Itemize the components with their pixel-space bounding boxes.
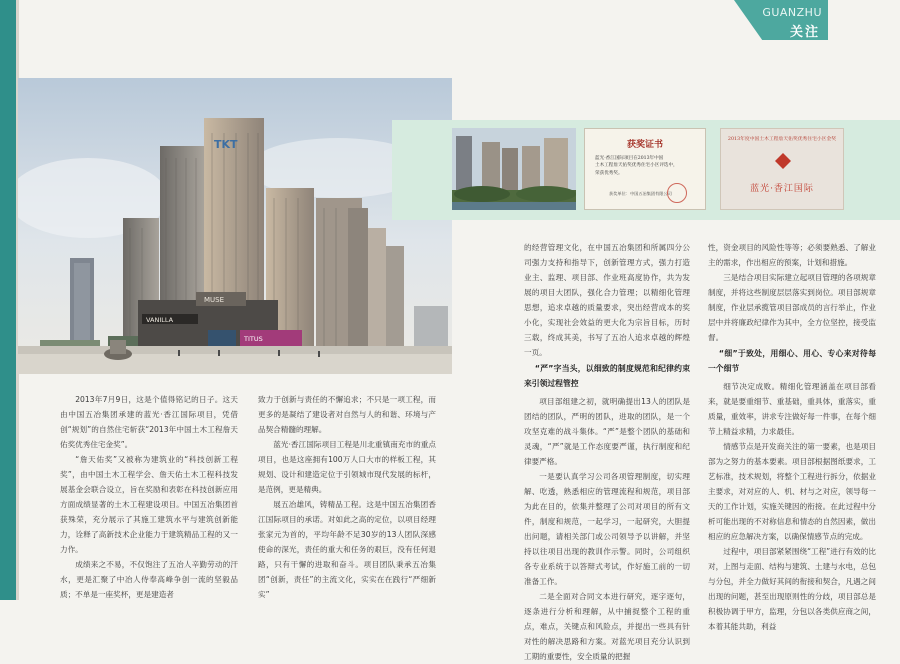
section-heading: “严”字当头，以细致的制度规范和纪律约束来引领过程管控 xyxy=(524,364,690,389)
article-paragraph: 细节决定成败。精细化管理涵盖在项目部看来，就是要重细节、重基础，重具体，重落实，重质量，重效率，讲求专注做好每一件事，在每个细节上精益求精，力求最佳。 xyxy=(708,381,876,436)
certificate-award-line: 获奖单位：中国五冶集团有限公司 xyxy=(609,191,672,196)
article-paragraph: 情感节点是开发商关注的第一要素，也是项目部为之努力的基本要素。项目部根据图纸要求，工艺标准，技术规划，将整个工程进行拆分，依据业主要求，对对应的人、机、材与之对应，领导每一天的工作计划，实施关键因的衔接。在此过程中分析可能出现的不对称信息和情态的自然因素，做出相应的应急解决方案，以确保情感节点的完成。 xyxy=(708,441,876,542)
shop-sign-right: TITUS xyxy=(244,335,263,343)
article-paragraph: 致力于创新与责任的不懈追求；不只是一项工程，而更多的是凝结了建设者对自然与人的和谐、环境与产品契合精髓的理解。 xyxy=(258,395,436,435)
article-paragraph: 项目部组建之初，就明确提出13人的团队是团结的团队，严明的团队，进取的团队，是一个攻坚克难的战斗集体。“严”是整个团队的基础和灵魂，“严”就是工作态度要严谨，执行制度和纪律要严格。 xyxy=(524,396,690,466)
award-certificate xyxy=(584,128,706,210)
building-photo-illustration xyxy=(18,78,452,374)
article-paragraph: 性，资金项目的风险性等等；必须要熟悉、了解业主的需求，作出相应的预案，计划和措施。 xyxy=(708,243,876,268)
article-paragraph: “詹天佑奖”又被称为建筑业的“科技创新工程奖”，由中国土木工程学会、詹天佑土木工程科技发展基金会联合设立，旨在奖励和表彰在科技创新应用方面成绩显著的土木工程建设项目。中国五冶集团首获殊荣，充分展示了其施工建筑水平与建筑创新能力，诠释了高新技术企业能力于建筑精品工程的又一力作。 xyxy=(60,455,238,555)
certificate-seal-icon xyxy=(667,183,687,203)
article-column-3 xyxy=(524,240,690,664)
plaque-title: 2013年度中国土木工程詹天佑奖优秀住宅小区金奖 xyxy=(727,137,837,142)
tower-sign: TKT xyxy=(214,138,238,151)
section-tab xyxy=(734,0,828,40)
thumbnail-towers-photo xyxy=(452,128,576,210)
section-heading: “细”于致处，用细心、用心、专心来对待每一个细节 xyxy=(708,349,876,374)
article-paragraph: 三是结合项目实际建立起项目管理的各项规章制度，并将这些制度层层落实到岗位。项目部规章制度，作业层承揽管项目部成员的言行举止，作业层中并将廉政纪律作为其中，全方位坚控，接受监督。 xyxy=(708,273,876,343)
article-paragraph: 2013年7月9日，这是个值得铭记的日子。这天由中国五冶集团承建的蓝光·香江国际项目，凭借创“规划”的自然住宅斩获“2013年中国土木工程詹天佑奖优秀住宅金奖”。 xyxy=(60,395,238,450)
section-label-zh: 关注 xyxy=(789,25,820,40)
plaque-logo-icon xyxy=(775,153,791,169)
shop-sign-left: VANILLA xyxy=(146,316,174,324)
towers-thumbnail-illustration xyxy=(452,128,576,210)
article-column-4 xyxy=(708,240,876,634)
article-column-1 xyxy=(60,392,238,602)
article-paragraph: 成绩来之不易，不仅饱注了五冶人辛勤劳动的汗水，更是汇聚了中冶人侍奉高峰争创一流的坚毅品质；不单是一座奖杯，更是建造者 xyxy=(60,560,238,600)
main-building-photo xyxy=(18,78,452,374)
certificate-line-2: 土木工程詹天佑奖优秀住宅小区评选中， xyxy=(595,163,678,169)
podium-sign: MUSE xyxy=(204,296,225,304)
certificate-line-1: 蓝光·香江国际项目在2013年中国 xyxy=(595,156,664,161)
award-plaque xyxy=(720,128,844,210)
article-column-2 xyxy=(258,392,436,602)
article-paragraph: 展五冶雄风，铸精品工程。这是中国五冶集团香江国际项目的承诺。对如此之高的定位，以项目经理张家元为首的，平均年龄不足30岁的13人团队深感使命的深光，责任的重大和任务的艰巨，没有任何退路，只有干懈的进取和奋斗。项目团队秉承五冶集团“创新，责任”的主流文化，实实在在践行“严细新实” xyxy=(258,500,436,600)
article-paragraph: 过程中，项目部紧紧围绕“工程”进行有效的比对，上图与走面、结构与建筑、土建与水电，总包与分包，并全力做好其间的衔接和契合，凡遇之间出现的问题，甚至出现原则性的分歧，项目部总是积极协调于甲方，监理，分包以各类供应商之间，本着其能共助，利益 xyxy=(708,547,876,632)
article-paragraph: 一是要认真学习公司各项管理制度，切实理解、吃透，熟悉相应的管理流程和规范，项目部为此在目的，依集并整理了公司对项目的所有文件，制度和规范，一起学习，一起研究，大胆提出问题，请相关部门或公司领导予以讲解，并坚持以往项目出现的教训作示警。同时，公司组织各专业系统于以答辩式考试，作好施工前的一切准备工作。 xyxy=(524,472,690,587)
page-spine-bar xyxy=(0,0,16,600)
plaque-brand: 蓝光·香江国际 xyxy=(750,184,814,194)
article-paragraph: 的经营管理文化，在中国五冶集团和所属四分公司强力支持和指导下，创新管理方式，强力打造业主、监理、项目部、作业班高度协作，共为发展的项目大团队，强化合力管理；以精细化管理思想，追求卓越的质量要求，突出经营成本的奖小化，实现社会效益的更大化为宗旨目标，历时三载，终成其美，书写了五冶人追求卓越的辉煌一页。 xyxy=(524,243,690,358)
article-paragraph: 二是全面对合同文本进行研究，逐字逐句，逐条进行分析和理解，从中捕捉整个工程的重点，难点，关键点和风险点，并提出一些具有针对性的解决思路和方案。对蓝光项目充分认识到工期的重要性，安全质量的把握 xyxy=(524,592,690,662)
certificate-title: 获奖证书 xyxy=(626,140,663,150)
section-label-en: GUANZHU xyxy=(762,6,822,19)
article-paragraph: 蓝光·香江国际项目工程是川北重镇南充市的重点项目，也是这座拥有100万人口大市的样板工程，其规划、设计和建造定位于引领城市现代发展的标杆，是范例，更是精典。 xyxy=(258,440,436,495)
certificate-line-3: 荣获优秀奖。 xyxy=(595,170,623,176)
